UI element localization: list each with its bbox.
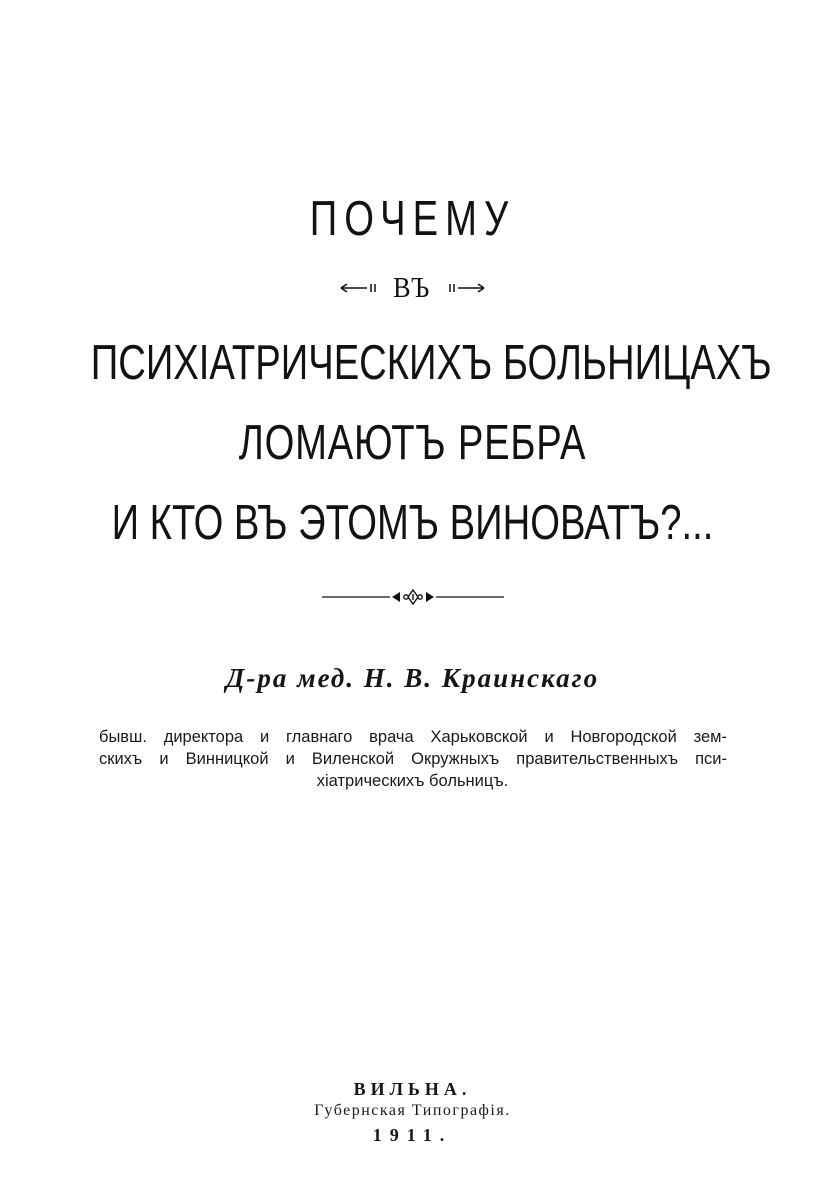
imprint-printer: Губернская Типографія. bbox=[314, 1102, 511, 1119]
author-byline: Д-ра мед. Н. В. Краинскаго bbox=[225, 663, 600, 693]
author-description-line: скихъ и Винницкой и Виленской Окружныхъ правительственныхъ пси- bbox=[99, 750, 727, 768]
right-flourish-icon bbox=[444, 281, 486, 295]
imprint-year: 1911. bbox=[372, 1125, 453, 1145]
imprint-city: ВИЛЬНА. bbox=[353, 1079, 472, 1099]
title-line-in bbox=[0, 270, 825, 306]
title-line-why: ПОЧЕМУ bbox=[309, 192, 516, 246]
author-description-line: бывш. директора и главнаго врача Харьковской и Новгородской зем- bbox=[99, 728, 727, 746]
left-flourish-icon bbox=[339, 281, 381, 295]
ornate-preposition bbox=[339, 270, 485, 306]
author-description-line: хіатрическихъ больницъ. bbox=[316, 772, 509, 790]
title-line-hospitals: ПСИХІАТРИЧЕСКИХЪ БОЛЬНИЦАХЪ bbox=[90, 336, 772, 390]
title-line-ribs: ЛОМАЮТЪ РЕБРА bbox=[238, 416, 587, 470]
preposition-word: ВЪ bbox=[393, 272, 432, 304]
title-line-guilty: И КТО ВЪ ЭТОМЪ ВИНОВАТЪ?... bbox=[111, 496, 714, 550]
ornamental-divider-icon bbox=[0, 586, 825, 608]
